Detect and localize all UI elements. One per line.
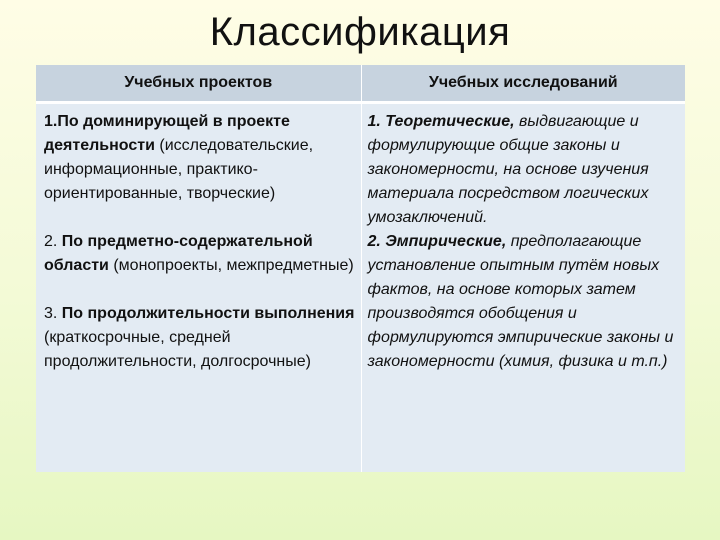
project-class-2-num: 2.: [44, 233, 62, 250]
table-header-row: [36, 65, 685, 103]
header-projects: Учебных проектов: [36, 65, 361, 103]
project-class-3-title: По продолжительности выполнения: [61, 305, 355, 322]
research-cell: [361, 103, 685, 473]
project-class-3-desc: (краткосрочные, средней продолжительности, долгосрочные): [44, 329, 311, 370]
header-research: Учебных исследований: [361, 65, 685, 103]
projects-cell: [36, 103, 361, 473]
project-class-2: [44, 230, 355, 278]
classification-table: [36, 65, 685, 472]
research-class-2: [368, 230, 680, 374]
research-class-2-title: 2. Эмпирические,: [367, 233, 507, 250]
project-class-2-title: По предметно-содержательной области: [44, 233, 313, 274]
slide-title: Классификация: [209, 10, 511, 54]
project-class-3: [44, 302, 355, 374]
project-class-3-num: 3.: [44, 305, 62, 322]
research-class-1: [368, 110, 680, 230]
project-class-1: [44, 110, 355, 206]
table-row: [36, 103, 685, 473]
research-class-2-desc: предполагающие установление опытным путём новых фактов, на основе которых затем производятся обобщения и формулируются эмпирические законы и закономерности (химия, физика и т.п.): [367, 233, 674, 370]
research-class-1-desc: выдвигающие и формулирующие общие законы и закономерности, на основе изучения материала посредством логических умозаключений.: [367, 113, 649, 226]
project-class-2-desc: (монопроекты, межпредметные): [108, 257, 354, 274]
project-class-1-desc: (исследовательские, информационные, практико-ориентированные, творческие): [44, 137, 314, 202]
research-class-1-title: 1. Теоретические,: [367, 113, 515, 130]
project-class-1-title: 1.По доминирующей в проекте деятельности: [44, 113, 290, 154]
